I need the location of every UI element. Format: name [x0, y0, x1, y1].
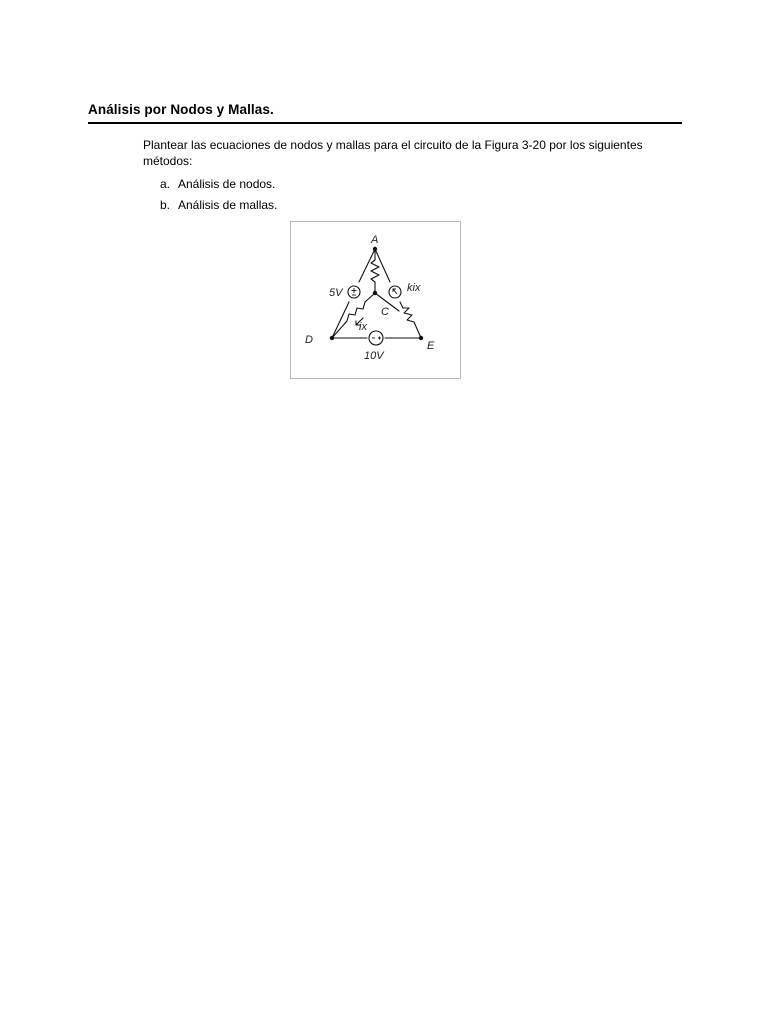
- list-marker: a.: [160, 177, 171, 191]
- node-c: [373, 291, 377, 295]
- node-label-c: C: [381, 306, 389, 318]
- circuit-diagram: [291, 222, 460, 378]
- resistor-right: [403, 308, 414, 322]
- node-label-d: D: [305, 334, 313, 346]
- list-item-text: Análisis de nodos.: [178, 177, 276, 191]
- section-heading: Análisis por Nodos y Mallas.: [88, 102, 274, 117]
- methods-list: [160, 176, 277, 218]
- node-e: [419, 336, 423, 340]
- resistor-a-c: [371, 260, 379, 282]
- list-item: [160, 176, 277, 197]
- list-item: [160, 197, 277, 218]
- node-label-a: A: [371, 234, 379, 246]
- wire-right-res-top: [400, 302, 403, 308]
- node-a: [373, 247, 377, 251]
- source-label-10v: 10V: [364, 350, 384, 362]
- wire-a-right: [375, 249, 390, 282]
- wire-res-d: [332, 321, 347, 338]
- source-label-5v: 5V: [329, 287, 343, 299]
- circuit-figure: [290, 221, 461, 379]
- wire-res-e: [414, 322, 421, 338]
- node-d: [330, 336, 334, 340]
- wire-left-d: [332, 302, 349, 338]
- problem-statement: Plantear las ecuaciones de nodos y mallas para el circuito de la Figura 3-20 por los siguientes métodos:: [143, 138, 643, 168]
- source-label-kix: kix: [407, 282, 421, 294]
- heading-rule: [88, 122, 682, 124]
- current-label-ix: ix: [359, 321, 367, 333]
- wire-a-left: [359, 249, 375, 282]
- list-marker: b.: [160, 198, 171, 212]
- node-label-e: E: [427, 340, 435, 352]
- list-item-text: Análisis de mallas.: [178, 198, 278, 212]
